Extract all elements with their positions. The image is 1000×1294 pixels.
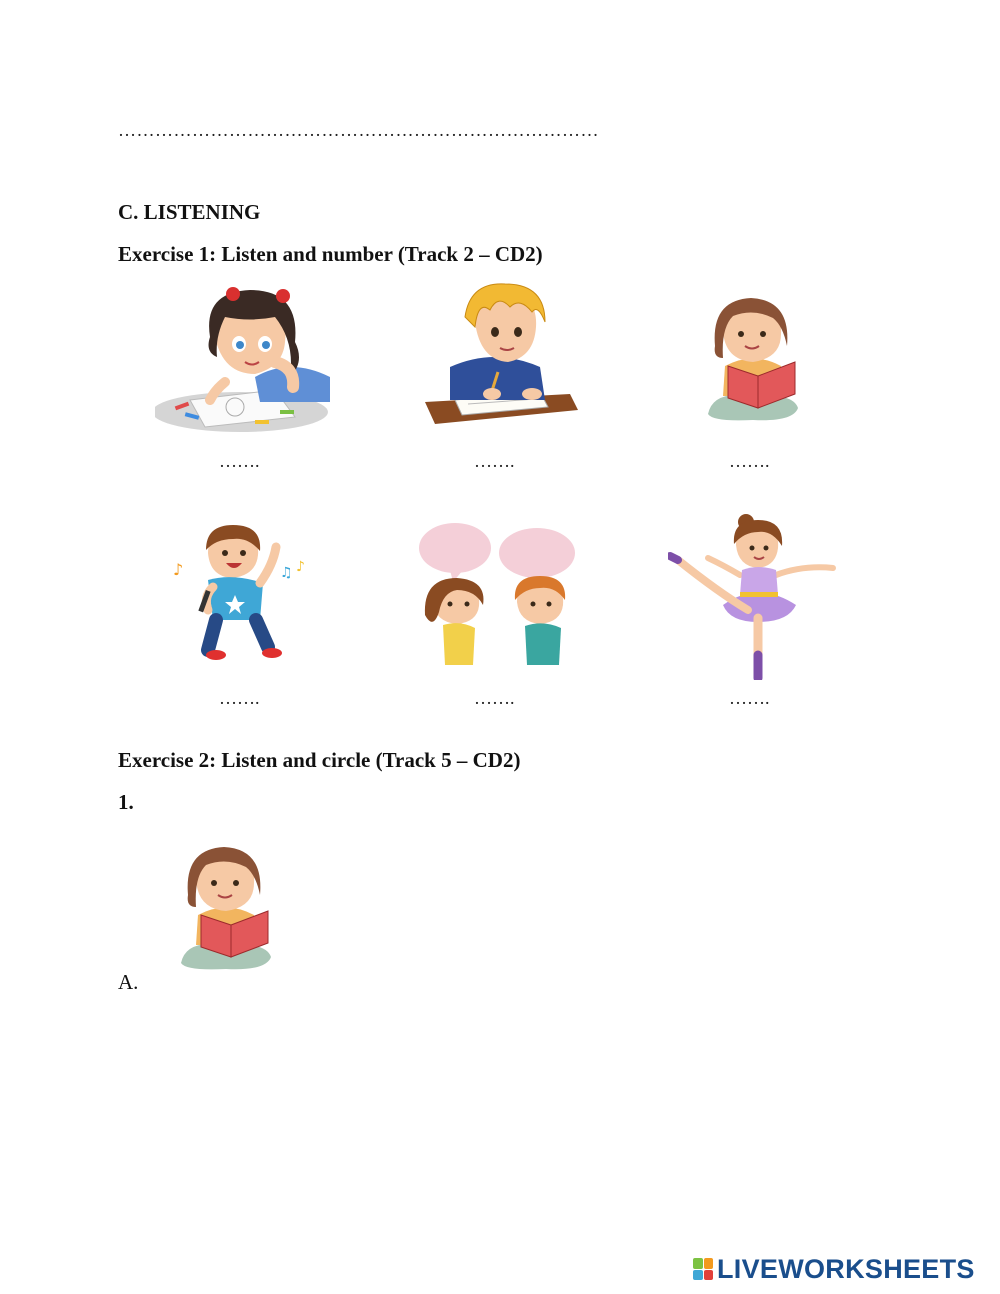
svg-text:♪: ♪ [296,559,305,575]
svg-text:♫: ♫ [280,565,293,581]
exercise1-answer-blank-2[interactable]: ……. [474,451,515,471]
girl-drawing-picture [155,282,335,432]
exercise1-answer-blank-3[interactable]: ……. [729,451,770,471]
option-a-girl-reading-picture[interactable] [176,845,276,973]
girl-dancing-ballet-picture [668,510,840,680]
exercise1-answer-blank-5[interactable]: ……. [474,688,515,708]
question-number: 1. [118,790,134,814]
boy-singing-picture [168,525,318,665]
girl-reading-picture [703,296,803,424]
kids-talking-picture [415,520,585,670]
svg-text:♪: ♪ [173,560,184,579]
answer-dotted-line: …………………………………………………………………… [118,120,599,140]
exercise1-answer-blank-6[interactable]: ……. [729,688,770,708]
exercise1-answer-blank-1[interactable]: ……. [219,451,260,471]
option-a-label[interactable]: A. [118,970,139,994]
boy-writing-picture [420,282,580,432]
section-title: C. LISTENING [118,200,261,224]
exercise2-title: Exercise 2: Listen and circle (Track 5 – CD2) [118,748,521,772]
exercise1-title: Exercise 1: Listen and number (Track 2 – CD2) [118,242,543,266]
logo-text: LIVEWORKSHEETS [717,1253,975,1284]
exercise1-answer-blank-4[interactable]: ……. [219,688,260,708]
liveworksheets-logo [693,1253,975,1284]
logo-icon [693,1258,713,1280]
